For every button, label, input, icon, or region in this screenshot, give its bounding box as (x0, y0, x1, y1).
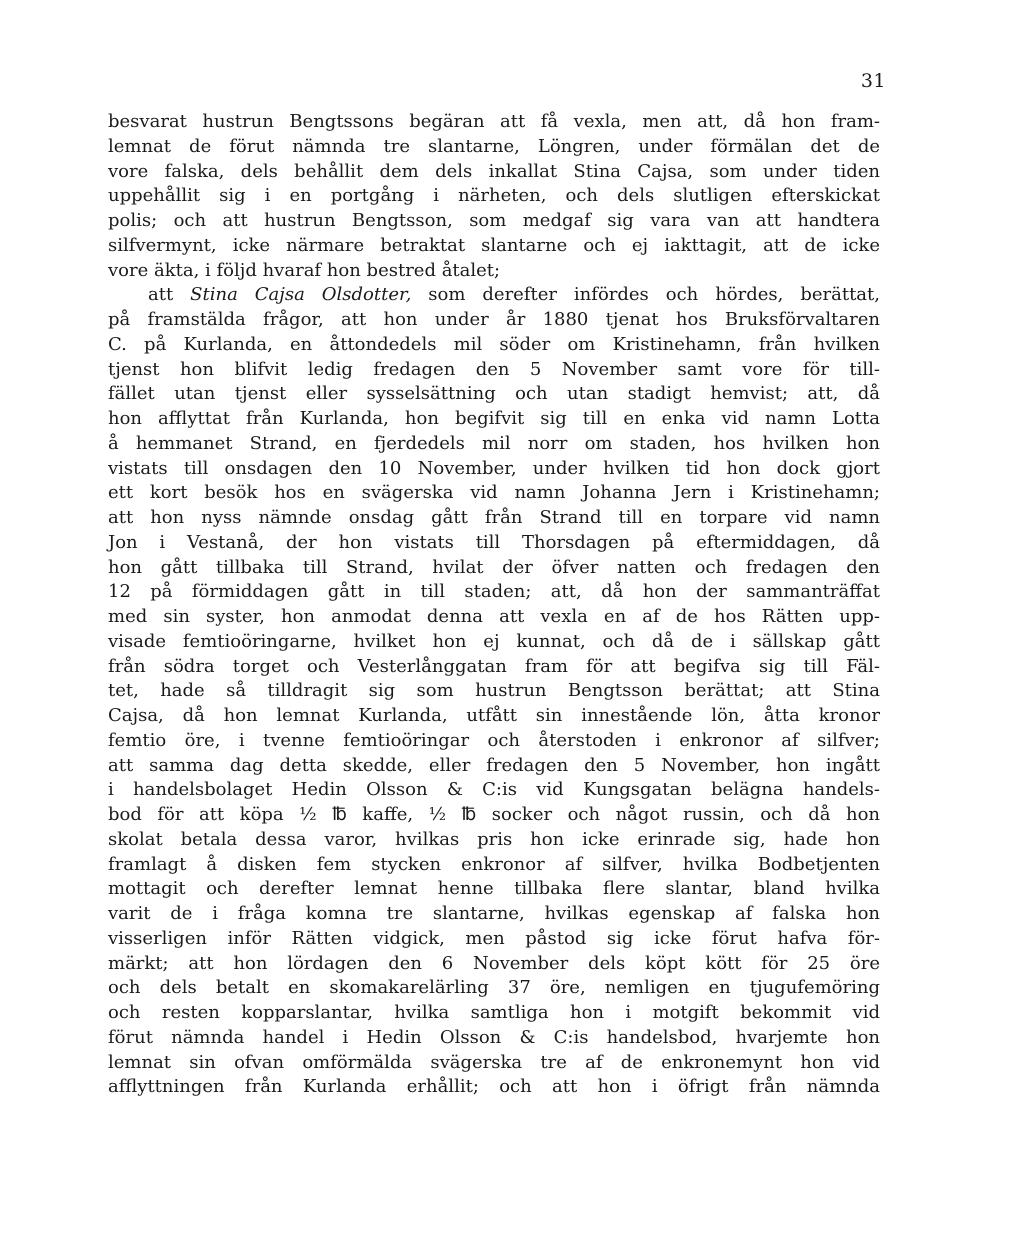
text-line: C. på Kurlanda, en åttondedels mil söder om Kristinehamn, från hvilken (108, 333, 880, 355)
text-line: hon gått tillbaka till Strand, hvilat der öfver natten och fredagen den (108, 556, 880, 578)
text-line: med sin syster, hon anmodat denna att vexla en af de hos Rätten upp- (108, 606, 880, 627)
text-line: silfvermynt, icke närmare betraktat slantarne och ej iakttagit, att de icke (108, 234, 880, 256)
text-line: skolat betala dessa varor, hvilkas pris hon icke erinrade sig, hade hon (108, 828, 880, 850)
text-line: ett kort besök hos en svägerska vid namn Johanna Jern i Kristinehamn; (108, 482, 880, 504)
text-line: på framstälda frågor, att hon under år 1880 tjenat hos Bruksförvaltaren (108, 309, 880, 330)
text-line: lemnat de förut nämnda tre slantarne, Löngren, under förmälan det de (108, 135, 880, 157)
text-line: och dels betalt en skomakarelärling 37 öre, nemligen en tjugufemöring (108, 977, 880, 999)
text-line: uppehållit sig i en portgång i närheten, och dels slutligen efterskickat (108, 185, 880, 207)
text-line: framlagt å disken fem stycken enkronor af silfver, hvilka Bodbetjenten (108, 853, 880, 875)
text-line: att samma dag detta skedde, eller fredagen den 5 November, hon ingått (108, 754, 880, 776)
text-line: och resten kopparslantar, hvilka samtliga hon i motgift bekommit vid (108, 1002, 880, 1023)
text-line: visserligen inför Rätten vidgick, men påstod sig icke förut hafva för- (108, 927, 880, 949)
text-line: vistats till onsdagen den 10 November, under hvilken tid hon dock gjort (108, 457, 880, 479)
text-line: förut nämnda handel i Hedin Olsson & C:is handelsbod, hvarjemte hon (108, 1026, 880, 1048)
text-line: märkt; att hon lördagen den 6 November dels köpt kött för 25 öre (108, 952, 880, 974)
text-fragment: som derefter infördes och hördes, berättat, (411, 284, 880, 306)
text-line: Jon i Vestanå, der hon vistats till Thorsdagen på eftermiddagen, då (108, 531, 880, 553)
text-line: vore äkta, i följd hvaraf hon bestred åtalet; (108, 259, 501, 281)
text-line: i handelsbolaget Hedin Olsson & C:is vid Kungsgatan belägna handels- (108, 779, 880, 801)
text-line-with-name (108, 283, 880, 308)
text-line: femtio öre, i tvenne femtioöringar och återstoden i enkronor af silfver; (108, 729, 880, 751)
text-fragment: att (148, 284, 191, 306)
text-line: tet, hade så tilldragit sig som hustrun Bengtsson berättat; att Stina (108, 680, 880, 702)
text-line: vore falska, dels behållit dem dels inkallat Stina Cajsa, som under tiden (108, 160, 880, 182)
text-line: varit de i fråga komna tre slantarne, hvilkas egenskap af falska hon (108, 903, 880, 924)
text-line: besvarat hustrun Bengtssons begäran att få vexla, men att, då hon fram- (108, 111, 880, 132)
text-line: Cajsa, då hon lemnat Kurlanda, utfått sin innestående lön, åtta kronor (108, 705, 880, 726)
text-line: från södra torget och Vesterlånggatan fram för att begifva sig till Fäl- (108, 655, 880, 677)
text-line: visade femtioöringarne, hvilket hon ej kunnat, och då de i sällskap gått (108, 630, 880, 652)
text-line: å hemmanet Strand, en fjerdedels mil norr om staden, hos hvilken hon (108, 432, 880, 454)
text-line: lemnat sin ofvan omförmälda svägerska tre af de enkronemynt hon vid (108, 1051, 880, 1073)
text-line: mottagit och derefter lemnat henne tillbaka flere slantar, bland hvilka (108, 878, 880, 900)
text-line: att hon nyss nämnde onsdag gått från Strand till en torpare vid namn (108, 507, 880, 528)
text-line: tjenst hon blifvit ledig fredagen den 5 November samt vore för till- (108, 358, 880, 380)
text-line: afflyttningen från Kurlanda erhållit; och att hon i öfrigt från nämnda (108, 1076, 880, 1098)
person-name: Stina Cajsa Olsdotter, (190, 284, 412, 306)
text-line: bod för att köpa ½ ℔ kaffe, ½ ℔ socker och något russin, och då hon (108, 804, 880, 825)
page-number: 31 (860, 70, 886, 92)
text-line: fället utan tjenst eller sysselsättning och utan stadigt hemvist; att, då (108, 383, 880, 405)
text-line: polis; och att hustrun Bengtsson, som medgaf sig vara van att handtera (108, 210, 880, 231)
text-line: hon afflyttat från Kurlanda, hon begifvit sig till en enka vid namn Lotta (108, 408, 880, 429)
text-line: 12 på förmiddagen gått in till staden; att, då hon der sammanträffat (108, 581, 880, 603)
body-text (108, 110, 880, 1100)
